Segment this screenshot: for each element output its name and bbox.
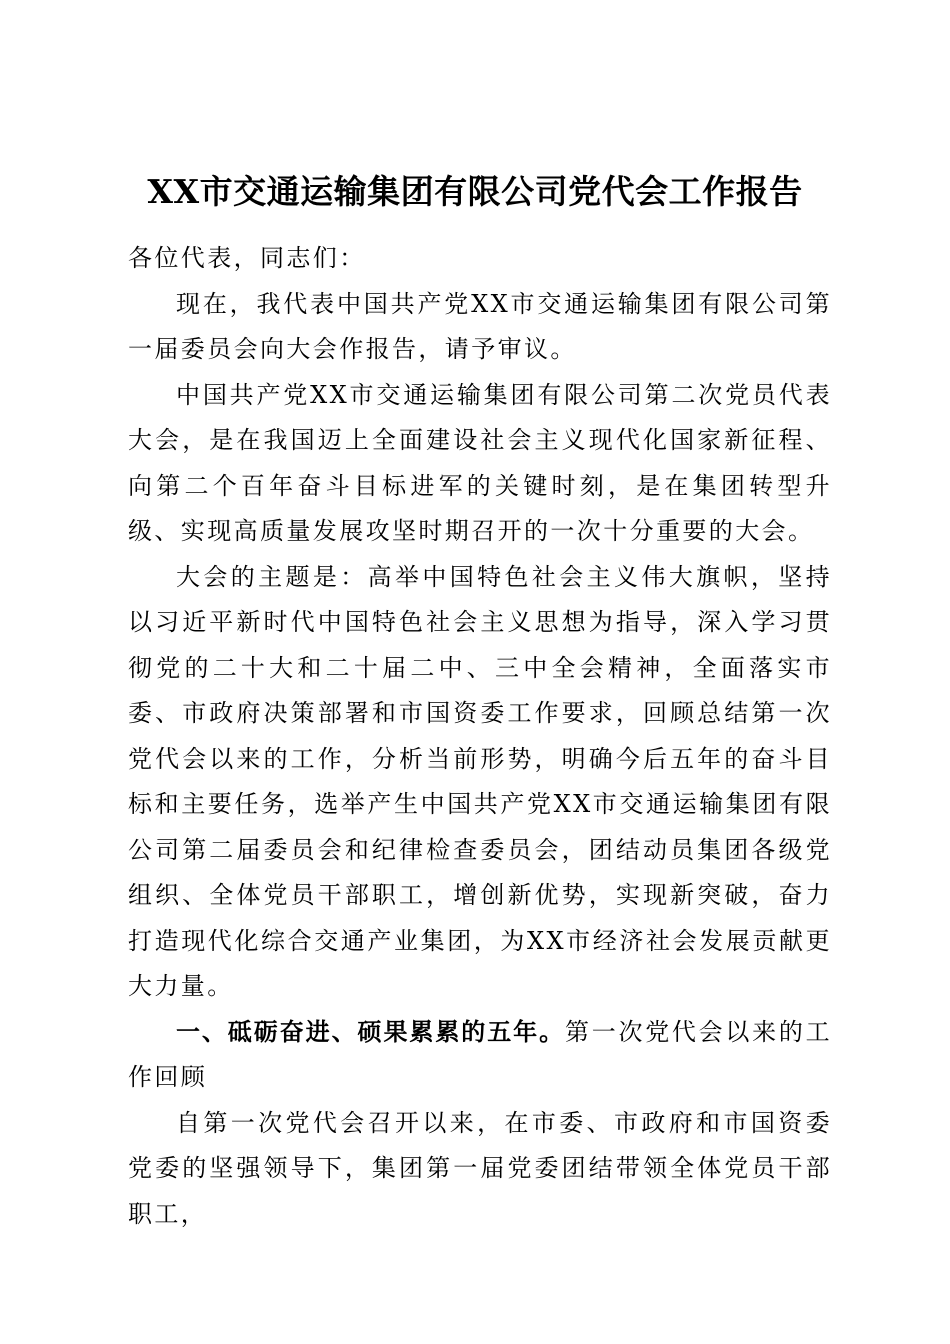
section-heading [128, 1010, 832, 1101]
document-body [128, 236, 832, 1237]
section-heading-bold: 一、砥砺奋进、硕果累累的五年。 [176, 1017, 565, 1046]
paragraph-theme: 大会的主题是：高举中国特色社会主义伟大旗帜，坚持以习近平新时代中国特色社会主义思想为指导，深入学习贯彻党的二十大和二十届二中、三中全会精神，全面落实市委、市政府决策部署和市国资委工作要求，回顾总结第一次党代会以来的工作，分析当前形势，明确今后五年的奋斗目标和主要任务，选举产生中国共产党XX市交通运输集团有限公司第二届委员会和纪律检查委员会，团结动员集团各级党组织、全体党员干部职工，增创新优势，实现新突破，奋力打造现代化综合交通产业集团，为XX市经济社会发展贡献更大力量。 [128, 562, 832, 1000]
greeting-line: 各位代表，同志们： [128, 244, 366, 272]
document-title: XX市交通运输集团有限公司党代会工作报告 [147, 172, 803, 211]
paragraph-review: 自第一次党代会召开以来，在市委、市政府和市国资委党委的坚强领导下，集团第一届党委团结带领全体党员干部职工， [128, 1108, 832, 1228]
paragraph-congress: 中国共产党XX市交通运输集团有限公司第二次党员代表大会，是在我国迈上全面建设社会主义现代化国家新征程、向第二个百年奋斗目标进军的关键时刻，是在集团转型升级、实现高质量发展攻坚时期召开的一次十分重要的大会。 [128, 380, 832, 545]
paragraph-intro: 现在，我代表中国共产党XX市交通运输集团有限公司第一届委员会向大会作报告，请予审议。 [128, 289, 832, 363]
section-heading-rest: 第一次党代会以来的工作回顾 [128, 1017, 832, 1091]
